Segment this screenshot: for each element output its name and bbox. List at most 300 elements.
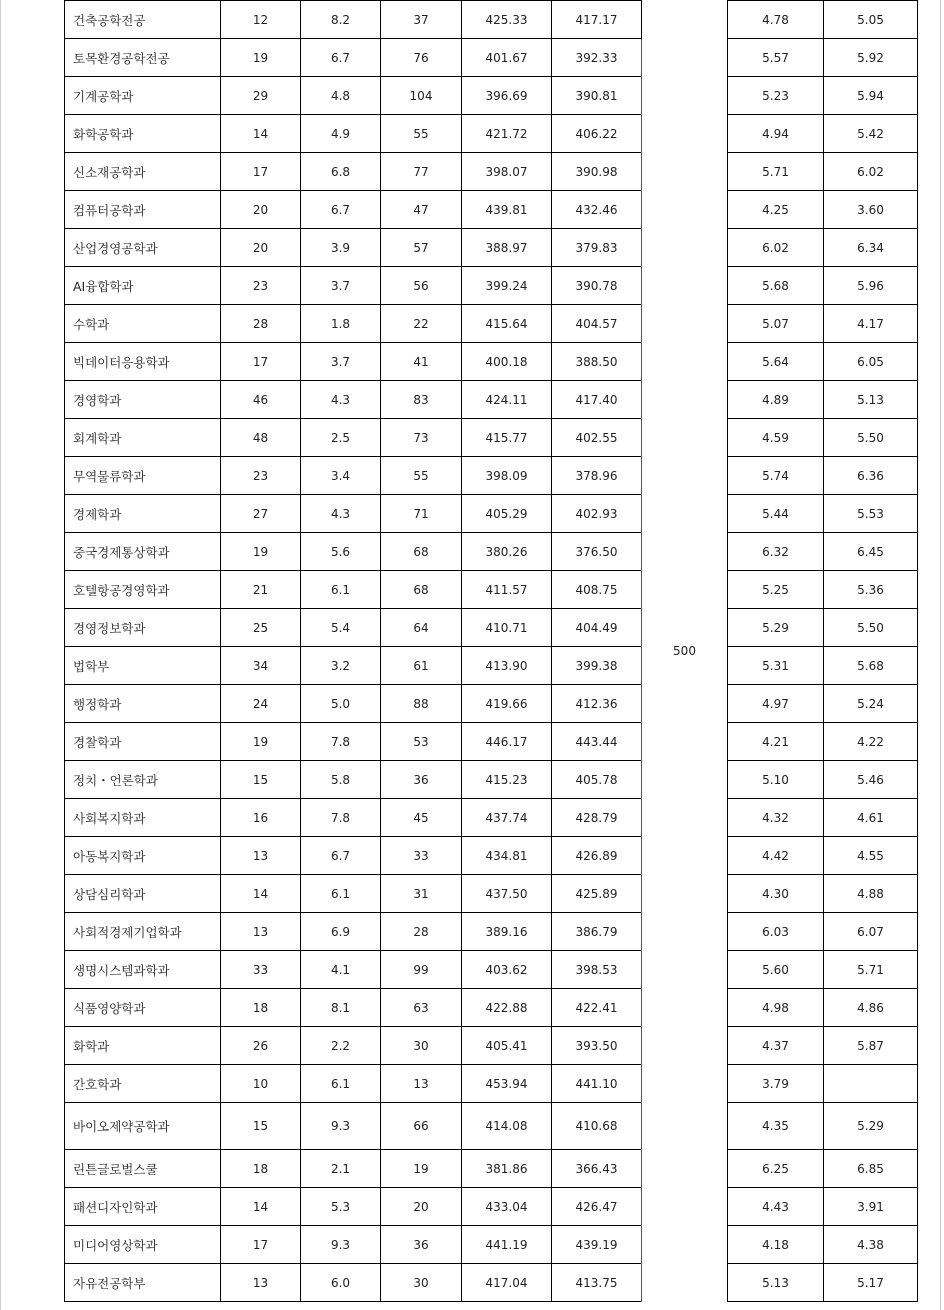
- cell-value: 5.23: [728, 77, 824, 115]
- cell-value: 14: [221, 115, 301, 153]
- department-name: 빅데이터응용학과: [65, 343, 221, 381]
- cell-value: 5.53: [824, 495, 918, 533]
- cell-value: 56: [381, 267, 462, 305]
- cell-value: 4.59: [728, 419, 824, 457]
- cell-value: 434.81: [462, 837, 552, 875]
- cell-value: 7.8: [301, 799, 381, 837]
- cell-value: 13: [381, 1065, 462, 1103]
- cell-value: 6.8: [301, 153, 381, 191]
- cell-value: 46: [221, 381, 301, 419]
- department-name: 상담심리학과: [65, 875, 221, 913]
- cell-value: 12: [221, 1, 301, 39]
- table-row: [65, 875, 918, 913]
- cell-value: 422.88: [462, 989, 552, 1027]
- cell-value: 68: [381, 571, 462, 609]
- cell-value: 411.57: [462, 571, 552, 609]
- cell-value: 17: [221, 153, 301, 191]
- page-edge-left: [0, 0, 1, 1310]
- cell-value: 5.05: [824, 1, 918, 39]
- cell-value: 396.69: [462, 77, 552, 115]
- cell-value: 5.36: [824, 571, 918, 609]
- cell-value: 53: [381, 723, 462, 761]
- cell-value: 400.18: [462, 343, 552, 381]
- cell-value: 4.86: [824, 989, 918, 1027]
- cell-value: 4.42: [728, 837, 824, 875]
- cell-value: 57: [381, 229, 462, 267]
- cell-value: 6.05: [824, 343, 918, 381]
- cell-value: 61: [381, 647, 462, 685]
- cell-value: 6.9: [301, 913, 381, 951]
- cell-value: 7.8: [301, 723, 381, 761]
- cell-value: 6.0: [301, 1264, 381, 1302]
- cell-value: 5.74: [728, 457, 824, 495]
- page-edge-right: [940, 0, 941, 1310]
- department-name: 중국경제통상학과: [65, 533, 221, 571]
- department-name: 화학공학과: [65, 115, 221, 153]
- cell-value: 104: [381, 77, 462, 115]
- cell-value: 16: [221, 799, 301, 837]
- cell-value: 3.7: [301, 267, 381, 305]
- cell-value: 28: [221, 305, 301, 343]
- cell-value: 29: [221, 77, 301, 115]
- cell-value: 4.38: [824, 1226, 918, 1264]
- cell-value: 5.96: [824, 267, 918, 305]
- cell-value: 6.1: [301, 1065, 381, 1103]
- cell-value: 30: [381, 1027, 462, 1065]
- cell-value: 388.97: [462, 229, 552, 267]
- table-row: [65, 495, 918, 533]
- department-name: 산업경영공학과: [65, 229, 221, 267]
- cell-value: 77: [381, 153, 462, 191]
- cell-value: 8.2: [301, 1, 381, 39]
- cell-value: 380.26: [462, 533, 552, 571]
- cell-value: 5.57: [728, 39, 824, 77]
- cell-value: 386.79: [552, 913, 642, 951]
- cell-value: 405.29: [462, 495, 552, 533]
- cell-value: 406.22: [552, 115, 642, 153]
- cell-value: 36: [381, 1226, 462, 1264]
- cell-value: 5.13: [824, 381, 918, 419]
- cell-value: 5.17: [824, 1264, 918, 1302]
- cell-value: 3.2: [301, 647, 381, 685]
- table-row: [65, 685, 918, 723]
- cell-value: 413.75: [552, 1264, 642, 1302]
- cell-value: 408.75: [552, 571, 642, 609]
- cell-value: 55: [381, 115, 462, 153]
- table-row: [65, 457, 918, 495]
- cell-value: 390.81: [552, 77, 642, 115]
- cell-value: 37: [381, 1, 462, 39]
- cell-value: 34: [221, 647, 301, 685]
- cell-value: 410.68: [552, 1103, 642, 1150]
- cell-value: 389.16: [462, 913, 552, 951]
- table-row: [65, 1103, 918, 1150]
- cell-value: 5.68: [824, 647, 918, 685]
- table-row: [65, 343, 918, 381]
- cell-value: 14: [221, 1188, 301, 1226]
- cell-value: 376.50: [552, 533, 642, 571]
- table-row: [65, 723, 918, 761]
- cell-value: 5.07: [728, 305, 824, 343]
- department-name: 자유전공학부: [65, 1264, 221, 1302]
- cell-value: 4.32: [728, 799, 824, 837]
- cell-value: 4.35: [728, 1103, 824, 1150]
- cell-value: 17: [221, 1226, 301, 1264]
- cell-value: 4.30: [728, 875, 824, 913]
- cell-value: 398.07: [462, 153, 552, 191]
- department-name: AI융합학과: [65, 267, 221, 305]
- department-name: 신소재공학과: [65, 153, 221, 191]
- cell-value: 415.64: [462, 305, 552, 343]
- table-row: [65, 419, 918, 457]
- department-name: 미디어영상학과: [65, 1226, 221, 1264]
- cell-value: 398.09: [462, 457, 552, 495]
- cell-value: 428.79: [552, 799, 642, 837]
- department-name: 생명시스템과학과: [65, 951, 221, 989]
- cell-value: 425.89: [552, 875, 642, 913]
- cell-value: 3.60: [824, 191, 918, 229]
- cell-value: 404.57: [552, 305, 642, 343]
- cell-value: 3.91: [824, 1188, 918, 1226]
- cell-value: 6.45: [824, 533, 918, 571]
- cell-value: 405.78: [552, 761, 642, 799]
- cell-value: 17: [221, 343, 301, 381]
- cell-value: 33: [221, 951, 301, 989]
- cell-value: 425.33: [462, 1, 552, 39]
- cell-value: 41: [381, 343, 462, 381]
- cell-value: 5.10: [728, 761, 824, 799]
- cell-value: 4.61: [824, 799, 918, 837]
- cell-value: 5.4: [301, 609, 381, 647]
- table-row: [65, 1027, 918, 1065]
- cell-value: 48: [221, 419, 301, 457]
- department-name: 화학과: [65, 1027, 221, 1065]
- cell-value: 4.98: [728, 989, 824, 1027]
- cell-value: 6.85: [824, 1150, 918, 1188]
- cell-value: 5.3: [301, 1188, 381, 1226]
- department-name: 정치・언론학과: [65, 761, 221, 799]
- cell-value: 6.7: [301, 191, 381, 229]
- cell-value: 441.10: [552, 1065, 642, 1103]
- cell-value: 417.04: [462, 1264, 552, 1302]
- cell-value: 443.44: [552, 723, 642, 761]
- cell-value: 4.8: [301, 77, 381, 115]
- table-row: [65, 1188, 918, 1226]
- cell-value: 413.90: [462, 647, 552, 685]
- department-name: 건축공학전공: [65, 1, 221, 39]
- cell-value: 13: [221, 913, 301, 951]
- cell-value: 2.1: [301, 1150, 381, 1188]
- cell-value: 399.38: [552, 647, 642, 685]
- cell-value: 5.31: [728, 647, 824, 685]
- cell-value: 399.24: [462, 267, 552, 305]
- cell-value: 30: [381, 1264, 462, 1302]
- cell-value: 4.21: [728, 723, 824, 761]
- cell-value: 441.19: [462, 1226, 552, 1264]
- cell-value: 3.9: [301, 229, 381, 267]
- table-row: [65, 381, 918, 419]
- department-name: 무역물류학과: [65, 457, 221, 495]
- cell-value: 419.66: [462, 685, 552, 723]
- table-row: [65, 1264, 918, 1302]
- table-row: [65, 77, 918, 115]
- department-name: 법학부: [65, 647, 221, 685]
- cell-value: 27: [221, 495, 301, 533]
- cell-value: 381.86: [462, 1150, 552, 1188]
- table-row: [65, 153, 918, 191]
- table-row: [65, 229, 918, 267]
- table-row: [65, 39, 918, 77]
- cell-value: 99: [381, 951, 462, 989]
- cell-value: 5.6: [301, 533, 381, 571]
- cell-value: 5.0: [301, 685, 381, 723]
- cell-value: 4.3: [301, 495, 381, 533]
- cell-value: 3.7: [301, 343, 381, 381]
- cell-value: 414.08: [462, 1103, 552, 1150]
- table-row: [65, 609, 918, 647]
- cell-value: 3.4: [301, 457, 381, 495]
- cell-value: 424.11: [462, 381, 552, 419]
- cell-value: 18: [221, 1150, 301, 1188]
- department-name: 간호학과: [65, 1065, 221, 1103]
- department-name: 기계공학과: [65, 77, 221, 115]
- cell-value: 71: [381, 495, 462, 533]
- cell-value: 55: [381, 457, 462, 495]
- cell-value: 402.55: [552, 419, 642, 457]
- cell-value: 1.8: [301, 305, 381, 343]
- cell-value: 28: [381, 913, 462, 951]
- cell-value: 47: [381, 191, 462, 229]
- department-name: 행정학과: [65, 685, 221, 723]
- department-name: 경찰학과: [65, 723, 221, 761]
- table-row: [65, 571, 918, 609]
- cell-value: 18: [221, 989, 301, 1027]
- cell-value: 15: [221, 761, 301, 799]
- cell-value: 2.2: [301, 1027, 381, 1065]
- table-row: [65, 1065, 918, 1103]
- cell-value: 23: [221, 267, 301, 305]
- cell-value: 403.62: [462, 951, 552, 989]
- cell-value: 9.3: [301, 1103, 381, 1150]
- cell-value: 45: [381, 799, 462, 837]
- cell-value: 83: [381, 381, 462, 419]
- cell-value: 6.1: [301, 875, 381, 913]
- cell-value: 6.7: [301, 837, 381, 875]
- cell-value: 3.79: [728, 1065, 824, 1103]
- cell-value: 19: [221, 533, 301, 571]
- cell-value: 5.25: [728, 571, 824, 609]
- cell-value: 15: [221, 1103, 301, 1150]
- cell-value: 9.3: [301, 1226, 381, 1264]
- cell-value: 4.1: [301, 951, 381, 989]
- cell-value: 453.94: [462, 1065, 552, 1103]
- cell-value: 4.43: [728, 1188, 824, 1226]
- department-name: 경제학과: [65, 495, 221, 533]
- cell-value: 63: [381, 989, 462, 1027]
- cell-value: 13: [221, 837, 301, 875]
- cell-value: 6.32: [728, 533, 824, 571]
- cell-value: 366.43: [552, 1150, 642, 1188]
- cell-value: 5.24: [824, 685, 918, 723]
- department-name: 사회적경제기업학과: [65, 913, 221, 951]
- cell-value: 20: [221, 229, 301, 267]
- cell-value: 20: [221, 191, 301, 229]
- cell-value: 88: [381, 685, 462, 723]
- cell-value: 23: [221, 457, 301, 495]
- cell-value: 4.18: [728, 1226, 824, 1264]
- cell-value: 19: [381, 1150, 462, 1188]
- cell-value: 417.40: [552, 381, 642, 419]
- cell-value: 6.36: [824, 457, 918, 495]
- cell-value: 73: [381, 419, 462, 457]
- table-row: [65, 913, 918, 951]
- cell-value: 415.23: [462, 761, 552, 799]
- table-row: [65, 761, 918, 799]
- cell-value: 439.81: [462, 191, 552, 229]
- cell-value: 393.50: [552, 1027, 642, 1065]
- cell-value: 446.17: [462, 723, 552, 761]
- cell-value: 33: [381, 837, 462, 875]
- cell-value: 5.46: [824, 761, 918, 799]
- cell-value: 426.47: [552, 1188, 642, 1226]
- table-row: [65, 989, 918, 1027]
- cell-value: 417.17: [552, 1, 642, 39]
- cell-value: 26: [221, 1027, 301, 1065]
- cell-value: 5.44: [728, 495, 824, 533]
- cell-value: 437.74: [462, 799, 552, 837]
- department-name: 식품영양학과: [65, 989, 221, 1027]
- department-name: 경영정보학과: [65, 609, 221, 647]
- department-name: 토목환경공학전공: [65, 39, 221, 77]
- cell-value: 8.1: [301, 989, 381, 1027]
- cell-value: 20: [381, 1188, 462, 1226]
- cell-value: 426.89: [552, 837, 642, 875]
- department-name: 사회복지학과: [65, 799, 221, 837]
- cell-value: 405.41: [462, 1027, 552, 1065]
- department-name: 패션디자인학과: [65, 1188, 221, 1226]
- cell-value: 412.36: [552, 685, 642, 723]
- cell-value: 390.78: [552, 267, 642, 305]
- cell-value: 437.50: [462, 875, 552, 913]
- cell-value: 5.50: [824, 609, 918, 647]
- cell-value: 24: [221, 685, 301, 723]
- cell-value: 5.29: [728, 609, 824, 647]
- table-row: [65, 647, 918, 685]
- table-row: [65, 1150, 918, 1188]
- cell-value: 6.02: [824, 153, 918, 191]
- department-name: 호텔항공경영학과: [65, 571, 221, 609]
- cell-value: 402.93: [552, 495, 642, 533]
- cell-value: 10: [221, 1065, 301, 1103]
- cell-value: 432.46: [552, 191, 642, 229]
- cell-value: 5.71: [824, 951, 918, 989]
- cell-value: 21: [221, 571, 301, 609]
- cell-value: 422.41: [552, 989, 642, 1027]
- cell-value: 415.77: [462, 419, 552, 457]
- cell-value: 4.17: [824, 305, 918, 343]
- cell-value: 2.5: [301, 419, 381, 457]
- cell-value: 5.64: [728, 343, 824, 381]
- cell-value: 19: [221, 723, 301, 761]
- cell-value: 5.29: [824, 1103, 918, 1150]
- cell-value: 76: [381, 39, 462, 77]
- table-row: [65, 267, 918, 305]
- cell-value: 4.78: [728, 1, 824, 39]
- cell-value: 6.25: [728, 1150, 824, 1188]
- cell-value: 398.53: [552, 951, 642, 989]
- cell-value: 22: [381, 305, 462, 343]
- cell-value: 5.94: [824, 77, 918, 115]
- cell-value: 4.97: [728, 685, 824, 723]
- cell-value: 25: [221, 609, 301, 647]
- cell-value: 6.03: [728, 913, 824, 951]
- cell-value: 4.88: [824, 875, 918, 913]
- cell-value: 4.9: [301, 115, 381, 153]
- cell-value: 6.1: [301, 571, 381, 609]
- table-row: [65, 115, 918, 153]
- cell-value: 5.13: [728, 1264, 824, 1302]
- cell-value: 14: [221, 875, 301, 913]
- cell-value: 31: [381, 875, 462, 913]
- cell-value: 4.37: [728, 1027, 824, 1065]
- admission-results-table: [64, 0, 918, 1302]
- cell-value: 6.02: [728, 229, 824, 267]
- cell-value: 5.87: [824, 1027, 918, 1065]
- department-name: 경영학과: [65, 381, 221, 419]
- cell-value: 6.7: [301, 39, 381, 77]
- table-row: [65, 305, 918, 343]
- cell-value: 4.3: [301, 381, 381, 419]
- cell-value: 439.19: [552, 1226, 642, 1264]
- cell-value: 19: [221, 39, 301, 77]
- cell-value: 68: [381, 533, 462, 571]
- cell-value: 6.07: [824, 913, 918, 951]
- department-name: 컴퓨터공학과: [65, 191, 221, 229]
- cell-value: 66: [381, 1103, 462, 1150]
- cell-value: 404.49: [552, 609, 642, 647]
- cell-value: 64: [381, 609, 462, 647]
- cell-value: 421.72: [462, 115, 552, 153]
- table-row: [65, 533, 918, 571]
- cell-value: 5.50: [824, 419, 918, 457]
- cell-value: 4.25: [728, 191, 824, 229]
- department-name: 회계학과: [65, 419, 221, 457]
- cell-value: 433.04: [462, 1188, 552, 1226]
- department-name: 린튼글로벌스쿨: [65, 1150, 221, 1188]
- table-row: [65, 191, 918, 229]
- cell-value: 4.94: [728, 115, 824, 153]
- department-name: 수학과: [65, 305, 221, 343]
- cell-value: 401.67: [462, 39, 552, 77]
- cell-value: 5.42: [824, 115, 918, 153]
- cell-value: 5.68: [728, 267, 824, 305]
- cell-value: 4.89: [728, 381, 824, 419]
- cell-value: 5.71: [728, 153, 824, 191]
- cell-value: 36: [381, 761, 462, 799]
- cell-value: 5.8: [301, 761, 381, 799]
- cell-value: 13: [221, 1264, 301, 1302]
- cell-value: 379.83: [552, 229, 642, 267]
- table-row: [65, 799, 918, 837]
- cell-value: 388.50: [552, 343, 642, 381]
- cell-value: 392.33: [552, 39, 642, 77]
- cell-value: 5.60: [728, 951, 824, 989]
- table-row: [65, 951, 918, 989]
- table-row: [65, 1226, 918, 1264]
- cell-value: 378.96: [552, 457, 642, 495]
- cell-value: 4.55: [824, 837, 918, 875]
- department-name: 바이오제약공학과: [65, 1103, 221, 1150]
